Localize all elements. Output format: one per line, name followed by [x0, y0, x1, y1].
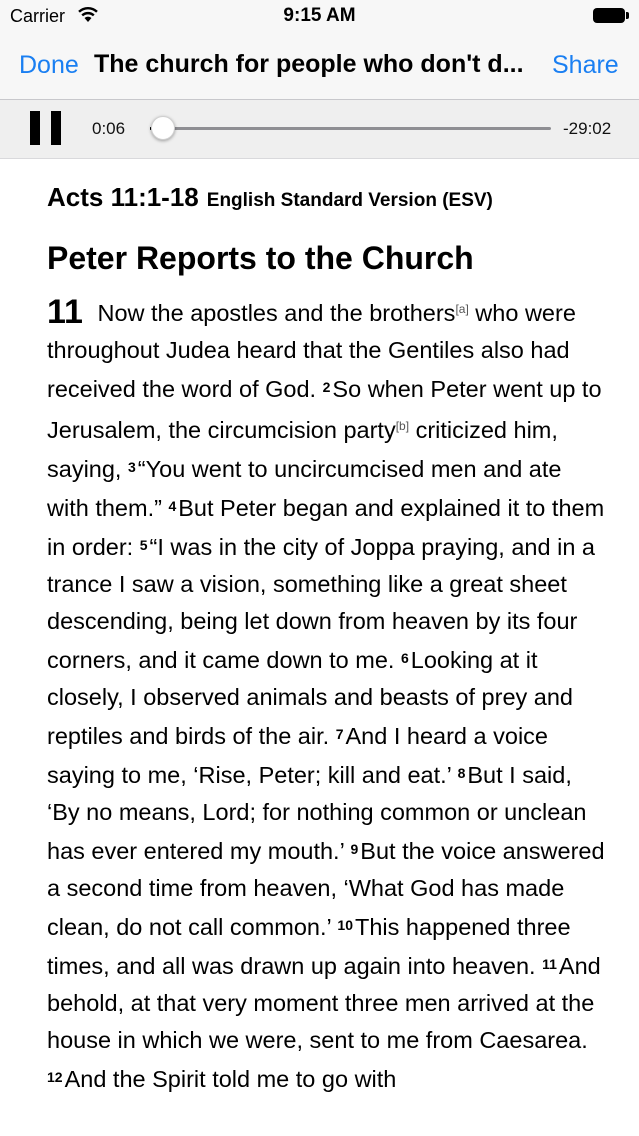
verse-text: But Peter began and explained it to them in order:: [47, 495, 605, 561]
passage-content: [47, 182, 607, 1098]
verse-number: 10: [337, 917, 353, 934]
verse-number: 9: [350, 841, 359, 858]
verse-number: 8: [457, 765, 466, 782]
progress-track[interactable]: [150, 127, 551, 130]
verse-number: 3: [128, 459, 136, 476]
verse-text: “You went to uncircumcised men and ate with them.”: [47, 456, 562, 522]
chapter-number: 11: [47, 293, 83, 332]
verse-text: And I heard a voice saying to me, ‘Rise, Peter; kill and eat.’: [47, 723, 548, 789]
passage-header: [47, 182, 607, 213]
pause-button[interactable]: [30, 111, 62, 145]
verse-number: 2: [322, 379, 331, 396]
done-button[interactable]: Done: [19, 51, 79, 79]
verse-text: Looking at it closely, I observed animals and beasts of prey and reptiles and birds of the air.: [47, 647, 573, 750]
bible-version: English Standard Version (ESV): [206, 190, 493, 211]
remaining-time: -29:02: [563, 119, 612, 138]
verse-text: “I was in the city of Joppa praying, and in a trance I saw a vision, something like a great sheet descending, being let down from heaven by its four corners, and it came down to me.: [47, 534, 595, 674]
section-heading: Peter Reports to the Church: [47, 240, 474, 276]
verse-number: 7: [335, 726, 344, 743]
pause-icon-left-bar: [30, 111, 40, 145]
pause-icon-right-bar: [51, 111, 61, 145]
battery-icon: [593, 8, 625, 23]
scrubber-thumb[interactable]: [151, 116, 175, 140]
verse-number: 6: [400, 650, 409, 667]
verse-text: This happened three times, and all was drawn up again into heaven.: [47, 914, 571, 980]
verse-text: who were throughout Judea heard that the Gentiles also had received the word of God.: [47, 300, 576, 403]
verse-text: And behold, at that very moment three men arrived at the house in which we were, sent to me from Caesarea.: [47, 953, 601, 1054]
verse-text: But I said, ‘By no means, Lord; for nothing common or unclean has ever entered my mouth.’: [47, 762, 587, 865]
carrier-label: Carrier: [10, 6, 66, 26]
verse-number: 4: [168, 498, 177, 515]
verse-text: Now the apostles and the brothers: [97, 300, 456, 327]
verse-text: criticized him, saying,: [47, 417, 558, 483]
share-button[interactable]: Share: [552, 51, 619, 79]
status-bar: [0, 0, 639, 34]
verse-text: So when Peter went up to Jerusalem, the circumcision party: [47, 376, 602, 444]
verse-text: And the Spirit told me to go with: [64, 1066, 397, 1093]
navigation-bar: [0, 34, 639, 100]
status-time: 9:15 AM: [283, 5, 356, 26]
passage-reference: Acts 11:1-18: [47, 182, 199, 212]
verse-number: 11: [542, 956, 557, 973]
verse-text: But the voice answered a second time from heaven, ‘What God has made clean, do not call common.’: [47, 838, 605, 941]
battery-nub: [626, 12, 629, 19]
footnote-marker[interactable]: [b]: [395, 419, 410, 434]
verse-number: 5: [139, 537, 148, 554]
elapsed-time: 0:06: [92, 119, 126, 138]
verse-number: 12: [47, 1069, 63, 1086]
nav-title: The church for people who don't d...: [94, 50, 524, 78]
footnote-marker[interactable]: [a]: [455, 302, 469, 317]
passage-text: [47, 291, 607, 1098]
audio-player-bar: [0, 100, 639, 159]
